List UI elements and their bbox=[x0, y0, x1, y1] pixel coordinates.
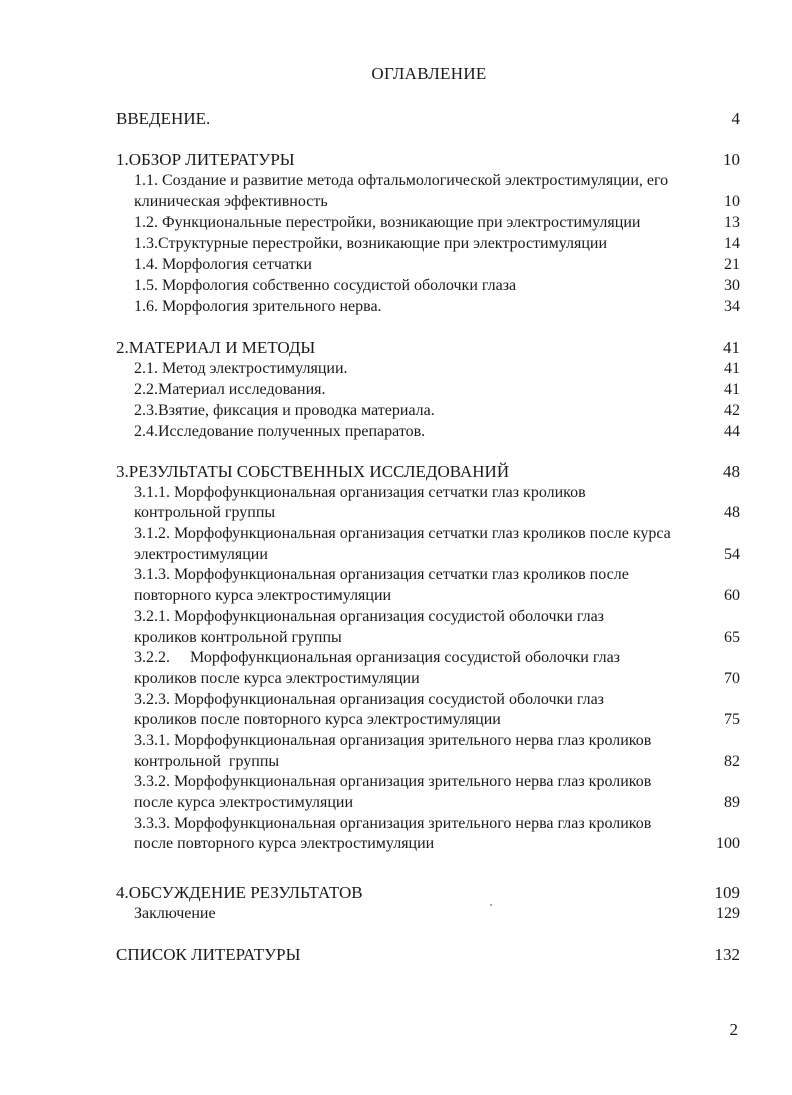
toc-section-1 bbox=[116, 149, 740, 317]
toc-item-line bbox=[116, 710, 740, 731]
toc-item-line bbox=[116, 834, 740, 855]
toc-item-page: 65 bbox=[724, 628, 740, 646]
toc-item-text: кроликов контрольной группы bbox=[134, 628, 342, 646]
toc-item-page: 70 bbox=[724, 669, 740, 687]
toc-item-line bbox=[116, 170, 740, 191]
toc-section-page: 132 bbox=[714, 945, 740, 964]
toc-item-line bbox=[116, 772, 740, 793]
toc-item-text: 3.2.3. Морфофункциональная организация сосудистой оболочки глаз bbox=[134, 690, 604, 708]
toc-item-line bbox=[116, 254, 740, 275]
toc-section-heading bbox=[116, 149, 740, 170]
toc-item-line bbox=[116, 545, 740, 566]
toc-item-text: контрольной группы bbox=[134, 752, 280, 770]
toc-item-page: 89 bbox=[724, 794, 740, 811]
toc-item-line bbox=[116, 586, 740, 607]
toc-entry-page: 4 bbox=[731, 109, 740, 128]
toc-item-page: 13 bbox=[724, 214, 740, 231]
toc-section-label: 4.ОБСУЖДЕНИЕ РЕЗУЛЬТАТОВ bbox=[116, 883, 363, 902]
toc-item-line bbox=[116, 731, 740, 752]
toc-section-references bbox=[116, 944, 740, 965]
toc-item-text: кроликов после повторного курса электростимуляции bbox=[134, 711, 501, 729]
toc-item-text: 1.1. Создание и развитие метода офтальмологической электростимуляции, его bbox=[134, 172, 669, 189]
toc-item-line bbox=[116, 212, 740, 233]
toc-item-page: 82 bbox=[724, 752, 740, 770]
toc-item-text: кроликов после курса электростимуляции bbox=[134, 669, 420, 687]
toc-item-page: 75 bbox=[724, 711, 740, 729]
toc-item-text: 3.1.1. Морфофункциональная организация сетчатки глаз кроликов bbox=[134, 483, 586, 501]
toc-item-page: 30 bbox=[724, 277, 740, 294]
toc-item-page: 41 bbox=[724, 360, 740, 377]
toc-item-text: 3.2.2. Морфофункциональная организация сосудистой оболочки глаз bbox=[134, 649, 620, 667]
toc-item-line bbox=[116, 421, 740, 442]
scan-speck bbox=[490, 904, 492, 906]
toc-item-page: 60 bbox=[724, 587, 740, 605]
toc-item-line bbox=[116, 814, 740, 835]
toc-section-label: 3.РЕЗУЛЬТАТЫ СОБСТВЕННЫХ ИССЛЕДОВАНИЙ bbox=[116, 462, 510, 481]
toc-item-text: 1.4. Морфология сетчатки bbox=[134, 256, 312, 273]
toc-item-text: 2.2.Материал исследования. bbox=[134, 381, 326, 398]
toc-item-text: электростимуляции bbox=[134, 545, 268, 563]
toc-item-line bbox=[116, 524, 740, 545]
toc-item-text: 1.6. Морфология зрительного нерва. bbox=[134, 298, 382, 315]
toc-item-text: 2.1. Метод электростимуляции. bbox=[134, 360, 348, 377]
toc-item-page: 21 bbox=[724, 256, 740, 273]
toc-section-label: СПИСОК ЛИТЕРАТУРЫ bbox=[116, 945, 301, 964]
toc-section-2 bbox=[116, 337, 740, 442]
toc-item-page: 44 bbox=[724, 423, 740, 440]
toc-item-text: 2.3.Взятие, фиксация и проводка материала. bbox=[134, 402, 435, 419]
toc-item-page: 34 bbox=[724, 298, 740, 315]
toc-section-4 bbox=[116, 882, 740, 924]
toc-item-line bbox=[116, 379, 740, 400]
toc-item-text: 1.3.Структурные перестройки, возникающие при электростимуляции bbox=[134, 235, 608, 252]
toc-item-text: 1.5. Морфология собственно сосудистой оболочки глаза bbox=[134, 277, 517, 294]
toc-section-page: 41 bbox=[723, 338, 740, 357]
toc-item-text: контрольной группы bbox=[134, 504, 276, 522]
toc-item-line bbox=[116, 752, 740, 773]
toc-item-page: 14 bbox=[724, 235, 740, 252]
toc-item-text: клиническая эффективность bbox=[134, 193, 328, 210]
toc-item-text: повторного курса электростимуляции bbox=[134, 587, 392, 605]
toc-item-text: 3.1.3. Морфофункциональная организация сетчатки глаз кроликов после bbox=[134, 566, 629, 584]
toc-section-heading bbox=[116, 944, 740, 965]
toc-item-page: 100 bbox=[716, 835, 740, 853]
toc-item-line bbox=[116, 275, 740, 296]
toc-section-heading bbox=[116, 882, 740, 903]
toc-item-text: 3.1.2. Морфофункциональная организация сетчатки глаз кроликов после курса bbox=[134, 525, 671, 543]
toc-item-line bbox=[116, 503, 740, 524]
toc-item-line bbox=[116, 669, 740, 690]
toc-item-line bbox=[116, 400, 740, 421]
toc-entry-intro bbox=[116, 108, 740, 129]
toc-item-text: после повторного курса электростимуляции bbox=[134, 835, 435, 853]
toc-section-label: 2.МАТЕРИАЛ И МЕТОДЫ bbox=[116, 338, 316, 357]
toc-item-page: 10 bbox=[724, 193, 740, 210]
toc-item-line bbox=[116, 648, 740, 669]
toc-item-line bbox=[116, 793, 740, 814]
toc-section-heading bbox=[116, 462, 740, 483]
toc-item-line bbox=[116, 358, 740, 379]
toc-title: ОГЛАВЛЕНИЕ bbox=[371, 64, 487, 83]
toc-section-heading bbox=[116, 337, 740, 358]
toc-item-text: Заключение bbox=[134, 905, 216, 922]
toc-item-line bbox=[116, 565, 740, 586]
toc-item-text: 3.2.1. Морфофункциональная организация сосудистой оболочки глаз bbox=[134, 607, 604, 625]
toc-item-text: 3.3.3. Морфофункциональная организация зрительного нерва глаз кроликов bbox=[134, 814, 652, 832]
toc-item-line bbox=[116, 233, 740, 254]
toc-section-page: 109 bbox=[714, 883, 740, 902]
toc-item-line bbox=[116, 903, 740, 924]
toc-item-page: 48 bbox=[724, 504, 740, 522]
toc-item-line bbox=[116, 191, 740, 212]
toc-item-text: после курса электростимуляции bbox=[134, 794, 354, 811]
toc-item-text: 3.3.1. Морфофункциональная организация зрительного нерва глаз кроликов bbox=[134, 731, 652, 749]
toc-item-text: 1.2. Функциональные перестройки, возникающие при электростимуляции bbox=[134, 214, 641, 231]
page-number: 2 bbox=[729, 1020, 738, 1039]
toc-item-page: 129 bbox=[716, 905, 740, 922]
toc-item-page: 41 bbox=[724, 381, 740, 398]
toc-item-line bbox=[116, 296, 740, 317]
toc-item-line bbox=[116, 607, 740, 628]
toc-item-text: 2.4.Исследование полученных препаратов. bbox=[134, 423, 426, 440]
toc-item-page: 42 bbox=[724, 402, 740, 419]
toc-section-3 bbox=[116, 462, 740, 855]
toc-item-page: 54 bbox=[724, 545, 740, 563]
toc-section-page: 10 bbox=[723, 150, 740, 169]
toc-item-line bbox=[116, 628, 740, 649]
toc-item-line bbox=[116, 690, 740, 711]
toc-item-line bbox=[116, 483, 740, 504]
toc-section-label: 1.ОБЗОР ЛИТЕРАТУРЫ bbox=[116, 150, 295, 169]
toc-section-page: 48 bbox=[723, 462, 740, 481]
table-of-contents bbox=[116, 108, 740, 964]
toc-item-text: 3.3.2. Морфофункциональная организация зрительного нерва глаз кроликов bbox=[134, 773, 652, 791]
toc-entry-label: ВВЕДЕНИЕ. bbox=[116, 109, 211, 128]
